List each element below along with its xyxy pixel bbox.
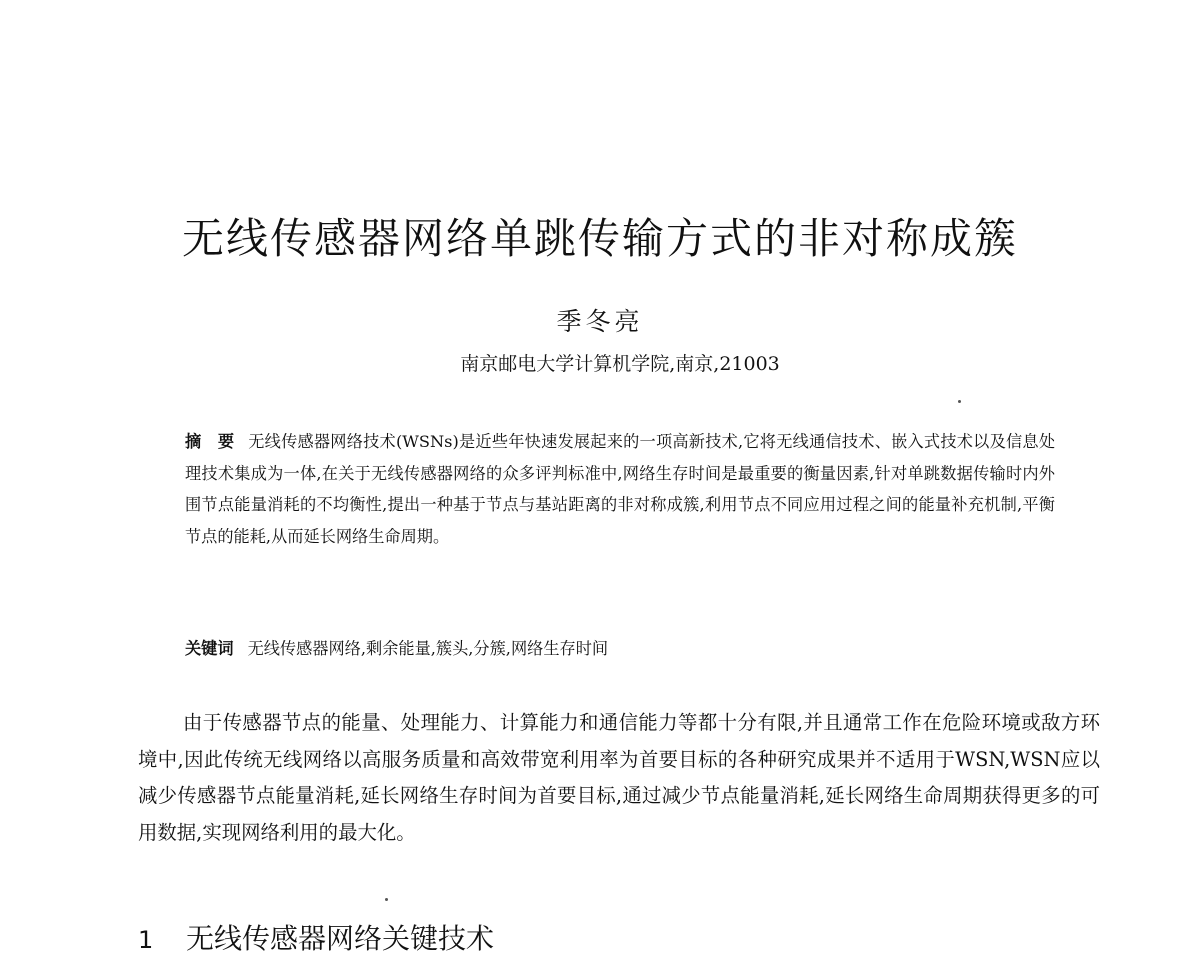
keywords [185, 637, 1055, 661]
keywords-label: 关键词 [185, 639, 234, 658]
author-name: 季冬亮 [556, 307, 644, 336]
keywords-text: 无线传感器网络,剩余能量,簇头,分簇,网络生存时间 [247, 639, 609, 658]
section-heading [138, 922, 1038, 956]
abstract-text: 无线传感器网络技术(WSNs)是近些年快速发展起来的一项高新技术,它将无线通信技术、嵌入式技术以及信息处理技术集成为一体,在关于无线传感器网络的众多评判标准中,网络生存时间是最重要的衡量因素,针对单跳数据传输时内外围节点能量消耗的不均衡性,提出一种基于节点与基站距离的非对称成簇,利用节点不同应用过程之间的能量补充机制,平衡节点的能耗,从而延长网络生命周期。 [185, 432, 1056, 546]
paper-title: 无线传感器网络单跳传输方式的非对称成簇 [181, 214, 1018, 263]
abstract [185, 426, 1055, 552]
scan-speck [958, 400, 961, 403]
abstract-label: 摘 要 [185, 432, 235, 451]
section-number: 1 [138, 926, 154, 954]
section-title: 无线传感器网络关键技术 [186, 922, 495, 955]
body-paragraph: 由于传感器节点的能量、处理能力、计算能力和通信能力等都十分有限,并且通常工作在危险环境或敌方环境中,因此传统无线网络以高服务质量和高效带宽利用率为首要目标的各种研究成果并不适用于WSN,WSN应以减少传感器节点能量消耗,延长网络生存时间为首要目标,通过减少节点能量消耗,延长网络生命周期获得更多的可用数据,实现网络利用的最大化。 [138, 711, 1100, 844]
scan-speck [385, 898, 388, 901]
author-affiliation: 南京邮电大学计算机学院,南京,21003 [460, 353, 780, 375]
